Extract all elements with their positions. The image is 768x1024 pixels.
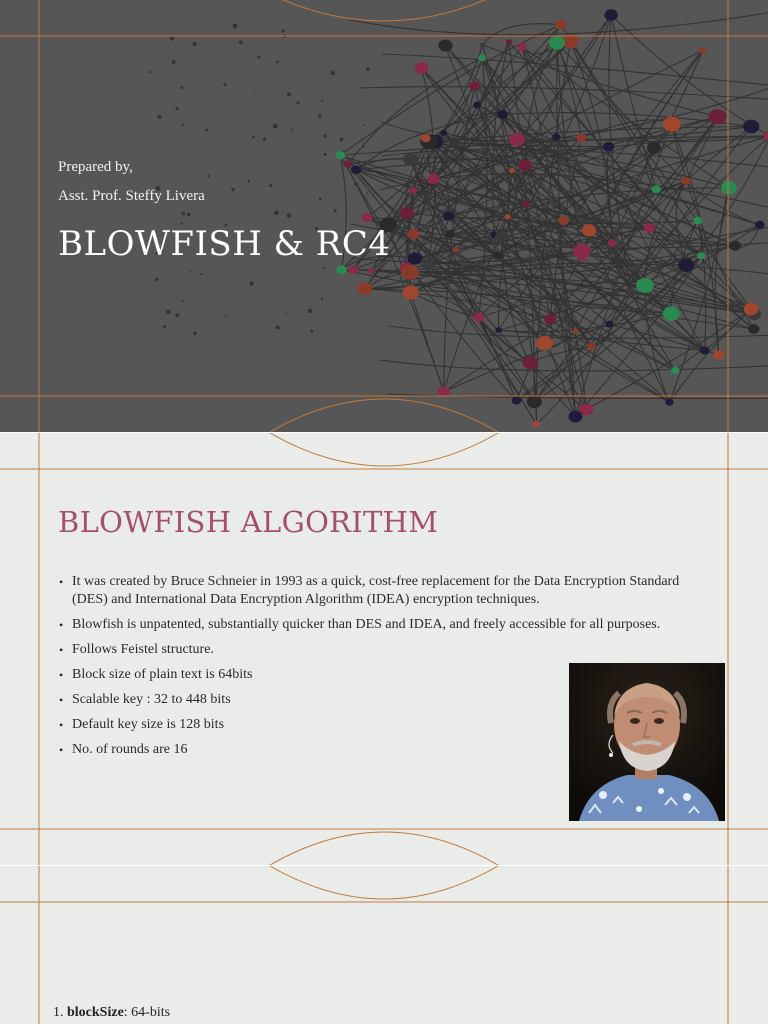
list-item: • Follows Feistel structure. <box>58 641 718 659</box>
list-item: • Default key size is 128 bits <box>58 716 718 734</box>
list-item: • Block size of plain text is 64bits <box>58 666 718 684</box>
blowfish-parameters-slide <box>0 866 768 1024</box>
parameter-term: blockSize <box>67 1005 124 1020</box>
list-number: 1. <box>53 1005 64 1020</box>
list-item: • Blowfish is unpatented, substantially quicker than DES and IDEA, and freely accessible for all purposes. <box>58 616 718 634</box>
blowfish-slide <box>0 433 768 865</box>
list-item: • It was created by Bruce Schneier in 1993 as a quick, cost-free replacement for the Data Encryption Standard (DES) and International Data Encryption Algorithm (IDEA) encryption techniques. <box>58 573 718 609</box>
network-globe-graphic <box>0 0 768 432</box>
prepared-by-label: Prepared by, <box>58 159 133 175</box>
slide-guides <box>0 866 768 1024</box>
presentation-title: BLOWFISH & RC4 <box>58 224 391 264</box>
author-name: Asst. Prof. Steffy Livera <box>58 188 205 204</box>
portrait-photo <box>569 663 725 821</box>
title-slide <box>0 0 768 432</box>
parameter-value: : 64-bits <box>123 1005 171 1020</box>
list-item: • No. of rounds are 16 <box>58 741 718 759</box>
parameter-list-item <box>53 1005 170 1021</box>
list-item: • Scalable key : 32 to 448 bits <box>58 691 718 709</box>
slide-title: BLOWFISH ALGORITHM <box>58 505 439 539</box>
